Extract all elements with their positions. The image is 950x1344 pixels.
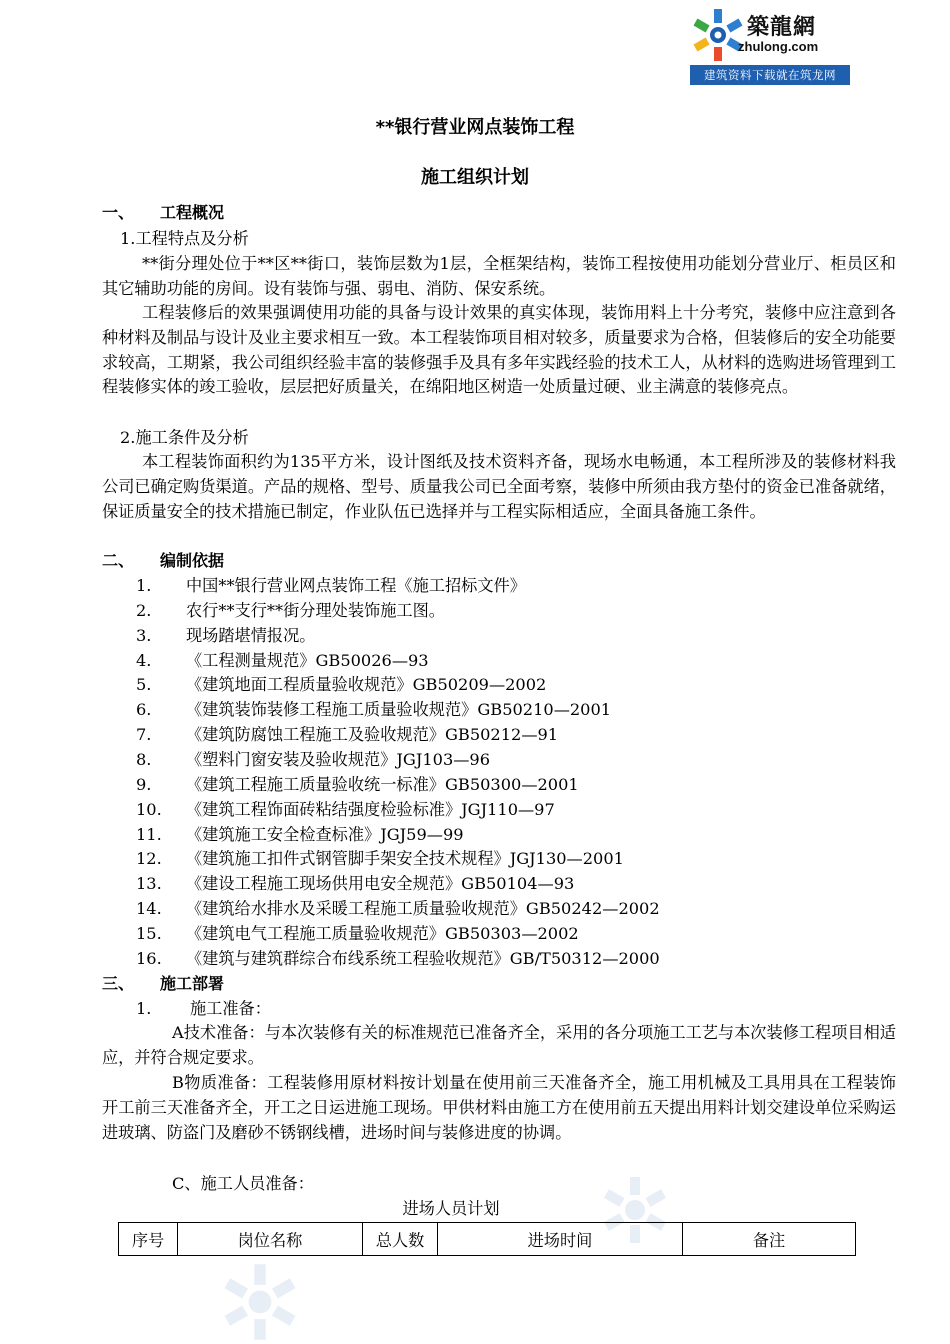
reference-number: 8. (136, 749, 152, 769)
reference-number: 5. (136, 675, 152, 695)
logo-slogan: 建筑资料下载就在筑龙网 (690, 65, 850, 85)
reference-number: 2. (136, 600, 152, 620)
subsection-number: 1. (136, 999, 152, 1018)
reference-text: 《建筑工程施工质量验收统一标准》GB50300—2001 (186, 774, 579, 794)
paragraph: C、施工人员准备： (172, 1174, 314, 1193)
reference-number: 4. (136, 650, 152, 670)
personnel-plan-table (118, 1222, 856, 1256)
subsection-title: 1.工程特点及分析 (120, 229, 249, 248)
subsection-title: 2.施工条件及分析 (120, 428, 249, 447)
reference-number: 15. (136, 923, 162, 943)
reference-number: 7. (136, 725, 152, 745)
paragraph: A技术准备：与本次装修有关的标准规范已准备齐全，采用的各分项施工工艺与本次装修工程项目相适应，并符合规定要求。 (102, 1023, 896, 1067)
reference-text: 《塑料门窗安装及验收规范》JGJ103—96 (186, 749, 491, 769)
reference-number: 13. (136, 874, 162, 894)
reference-text: 《建筑与建筑群综合布线系统工程验收规范》GB/T50312—2000 (186, 948, 660, 968)
section-number: 三、 (102, 974, 135, 993)
reference-number: 6. (136, 700, 152, 720)
section-title: 工程概况 (160, 203, 225, 222)
zhulong-logo (690, 6, 850, 84)
reference-text: 现场踏堪情报况。 (186, 625, 316, 645)
section-title: 施工部署 (160, 974, 225, 993)
logo-name: 築龍網 (747, 15, 817, 40)
reference-text: 《工程测量规范》GB50026—93 (186, 650, 429, 670)
column-header: 岗位名称 (178, 1223, 363, 1256)
paragraph: 工程装修后的效果强调使用功能的具备与设计效果的真实体现，装饰用料上十分考究，装修中应注意到各种材料及制品与设计及业主要求相互一致。本工程装饰项目相对较多，质量要求为合格，但装修后的安全功能要求较高，工期紧，我公司组织经验丰富的装修强手及具有多年实践经验的技术工人，从材料的选购进场管理到工程装修实体的竣工验收，层层把好质量关，在绵阳地区树造一处质量过硬、业主满意的装修亮点。 (102, 303, 896, 397)
reference-text: 《建筑施工扣件式钢管脚手架安全技术规程》JGJ130—2001 (186, 849, 624, 869)
section-number: 一、 (102, 203, 135, 222)
reference-text: 《建筑电气工程施工质量验收规范》GB50303—2002 (186, 923, 579, 943)
column-header: 总人数 (363, 1223, 438, 1256)
subsection-label: 施工准备： (190, 999, 271, 1018)
reference-text: 《建筑地面工程质量验收规范》GB50209—2002 (186, 675, 547, 695)
paragraph: B物质准备：工程装修用原材料按计划量在使用前三天准备齐全，施工用机械及工具用具在工程装饰开工前三天准备齐全，开工之日运进施工现场。甲供材料由施工方在使用前五天提出用料计划交建设单位采购运进玻璃、防盗门及磨砂不锈钢线槽，进场时间与装修进度的协调。 (102, 1073, 896, 1142)
column-header: 备注 (683, 1223, 856, 1256)
reference-number: 11. (136, 824, 162, 844)
reference-text: 《建设工程施工现场供用电安全规范》GB50104—93 (186, 874, 575, 894)
document-title: **银行营业网点装饰工程 (375, 117, 575, 138)
column-header: 序号 (119, 1223, 178, 1256)
logo-domain: zhulong.com (738, 39, 819, 54)
reference-text: 《建筑施工安全检查标准》JGJ59—99 (186, 824, 464, 844)
reference-text: 《建筑给水排水及采暖工程施工质量验收规范》GB50242—2002 (186, 899, 660, 919)
reference-text: 《建筑工程饰面砖粘结强度检验标准》JGJ110—97 (186, 799, 555, 819)
reference-text: 中国**银行营业网点装饰工程《施工招标文件》 (186, 576, 526, 595)
reference-number: 3. (136, 625, 152, 645)
column-header: 进场时间 (438, 1223, 683, 1256)
section-title: 编制依据 (160, 551, 225, 570)
table-header-row (119, 1223, 856, 1256)
paragraph: 本工程装饰面积约为135平方米，设计图纸及技术资料齐备，现场水电畅通，本工程所涉及的装修材料我公司已确定购货渠道。产品的规格、型号、质量我公司已全面考察，装修中所须由我方垫付的资金已准备就绪，保证质量安全的技术措施已制定，作业队伍已选择并与工程实际相适应，全面具备施工条件。 (102, 452, 896, 521)
reference-number: 1. (136, 576, 152, 595)
document-subtitle: 施工组织计划 (421, 167, 529, 188)
paragraph: **街分理处位于**区**街口，装饰层数为1层，全框架结构，装饰工程按使用功能划分营业厅、柜员区和其它辅助功能的房间。设有装饰与强、弱电、消防、保安系统。 (102, 254, 896, 298)
table-caption: 进场人员计划 (402, 1199, 500, 1218)
reference-number: 9. (136, 774, 152, 794)
section-number: 二、 (102, 551, 135, 570)
reference-number: 12. (136, 849, 162, 869)
snowflake-watermark-icon (220, 1262, 300, 1342)
reference-text: 《建筑装饰装修工程施工质量验收规范》GB50210—2001 (186, 700, 612, 720)
reference-text: 农行**支行**街分理处装饰施工图。 (186, 600, 445, 620)
reference-number: 10. (136, 799, 162, 819)
snowflake-logo-icon (690, 6, 746, 64)
reference-text: 《建筑防腐蚀工程施工及验收规范》GB50212—91 (186, 725, 559, 745)
reference-number: 14. (136, 899, 162, 919)
reference-number: 16. (136, 948, 162, 968)
